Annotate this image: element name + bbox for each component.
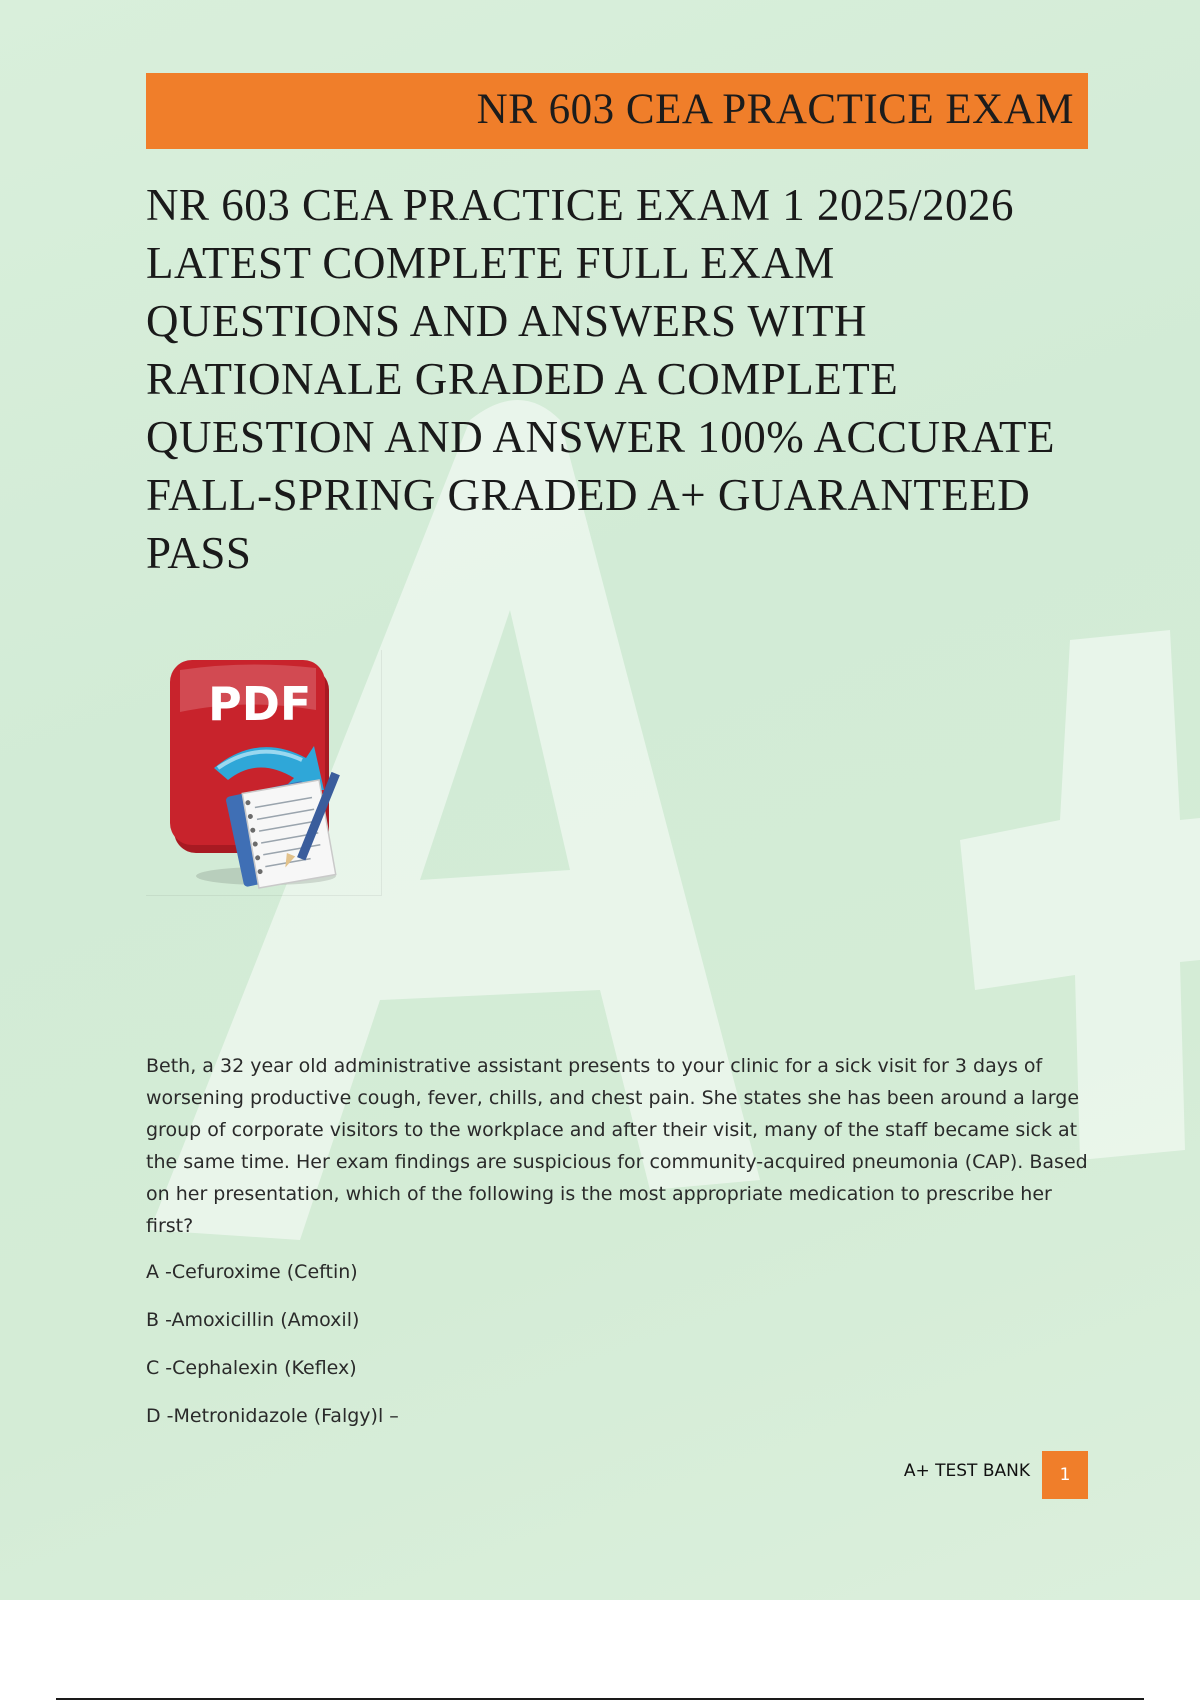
- document-title: NR 603 CEA PRACTICE EXAM 1 2025/2026 LATEST COMPLETE FULL EXAM QUESTIONS AND ANSWERS WITH RATIONALE GRADED A COMPLETE QUESTION AND ANSWER 100% ACCURATE FALL-SPRING GRADED A+ GUARANTEED PASS: [146, 180, 1056, 578]
- header-banner: [146, 73, 1088, 149]
- pdf-label: PDF: [208, 677, 312, 731]
- page-number-badge: 1: [1042, 1451, 1088, 1499]
- answer-options: [146, 1256, 399, 1448]
- answer-option-b: B -Amoxicillin (Amoxil): [146, 1309, 360, 1331]
- answer-option-c: C -Cephalexin (Keflex): [146, 1357, 357, 1379]
- pdf-document-icon: [146, 650, 382, 896]
- header-title: NR 603 CEA PRACTICE EXAM: [476, 86, 1074, 133]
- footer-label: A+ TEST BANK: [903, 1461, 1030, 1481]
- answer-option-a: A -Cefuroxime (Ceftin): [146, 1261, 358, 1283]
- question-text: Beth, a 32 year old administrative assistant presents to your clinic for a sick visit for 3 days of worsening productive cough, fever, chills, and chest pain. She states she has been around a large group of corporate visitors to the workplace and after their visit, many of the staff became sick at the same time. Her exam findings are suspicious for community-acquired pneumonia (CAP). Based on her presentation, which of the following is the most appropriate medication to prescribe her first?: [146, 1055, 1088, 1237]
- answer-option-d: D -Metronidazole (Falgy)l –: [146, 1405, 399, 1427]
